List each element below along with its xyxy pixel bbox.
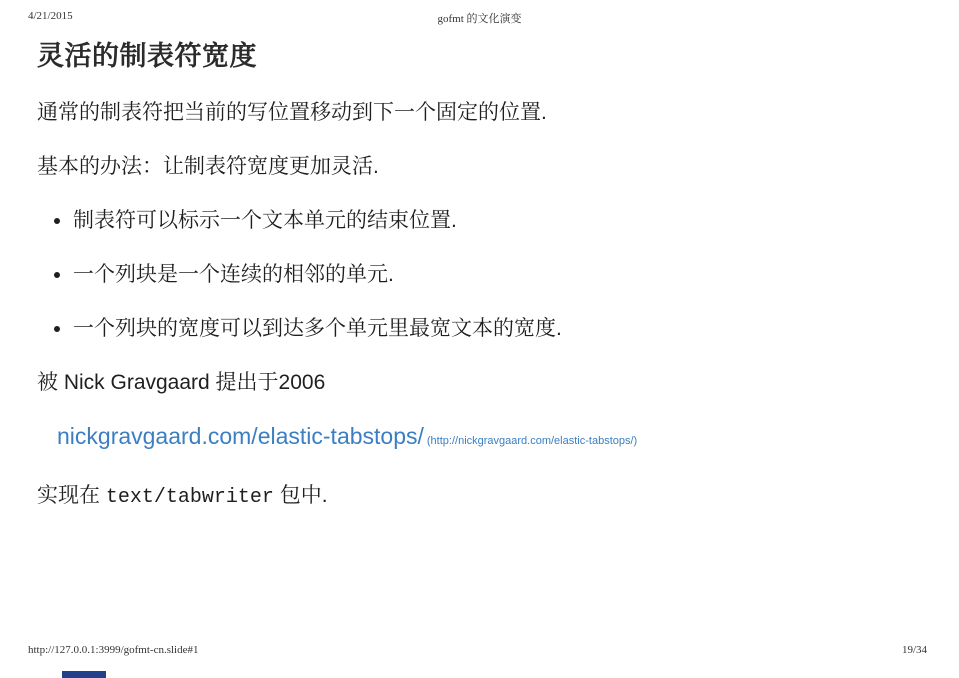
paragraph-tab-default: 通常的制表符把当前的写位置移动到下一个固定的位置.: [37, 101, 547, 124]
paragraph-implementation: [37, 483, 919, 510]
print-date: 4/21/2015: [28, 10, 73, 22]
slide-title: 灵活的制表符宽度: [37, 41, 257, 71]
list-item: • 一个列块是一个连续的相邻的单元.: [73, 262, 919, 287]
elastic-tabstops-link-url-note[interactable]: (http://nickgravgaard.com/elastic-tabstops/): [426, 435, 638, 447]
elastic-tabstops-link[interactable]: nickgravgaard.com/elastic-tabstops/: [57, 423, 424, 449]
link-line: [37, 424, 919, 454]
print-footer: [0, 644, 959, 660]
print-doc-title: gofmt 的文化演变: [437, 13, 522, 25]
list-item: • 一个列块的宽度可以到达多个单元里最宽文本的宽度.: [73, 316, 919, 341]
bullet-list: [37, 208, 919, 341]
print-footer-page-number: 19/34: [901, 644, 927, 656]
tabwriter-package-code: text/tabwriter: [105, 486, 274, 509]
status-bar-fragment: [62, 671, 106, 678]
slide-content: [37, 34, 919, 539]
print-footer-url: http://127.0.0.1:3999/gofmt-cn.slide#1: [28, 644, 199, 656]
list-item: • 制表符可以标示一个文本单元的结束位置.: [73, 208, 919, 233]
paragraph-basic-approach: 基本的办法：让制表符宽度更加灵活.: [37, 155, 379, 178]
paragraph-attribution: 被 Nick Gravgaard 提出于2006: [37, 371, 326, 394]
print-header: [0, 10, 959, 26]
impl-prefix: 实现在: [37, 484, 106, 507]
impl-suffix: 包中.: [273, 484, 328, 507]
